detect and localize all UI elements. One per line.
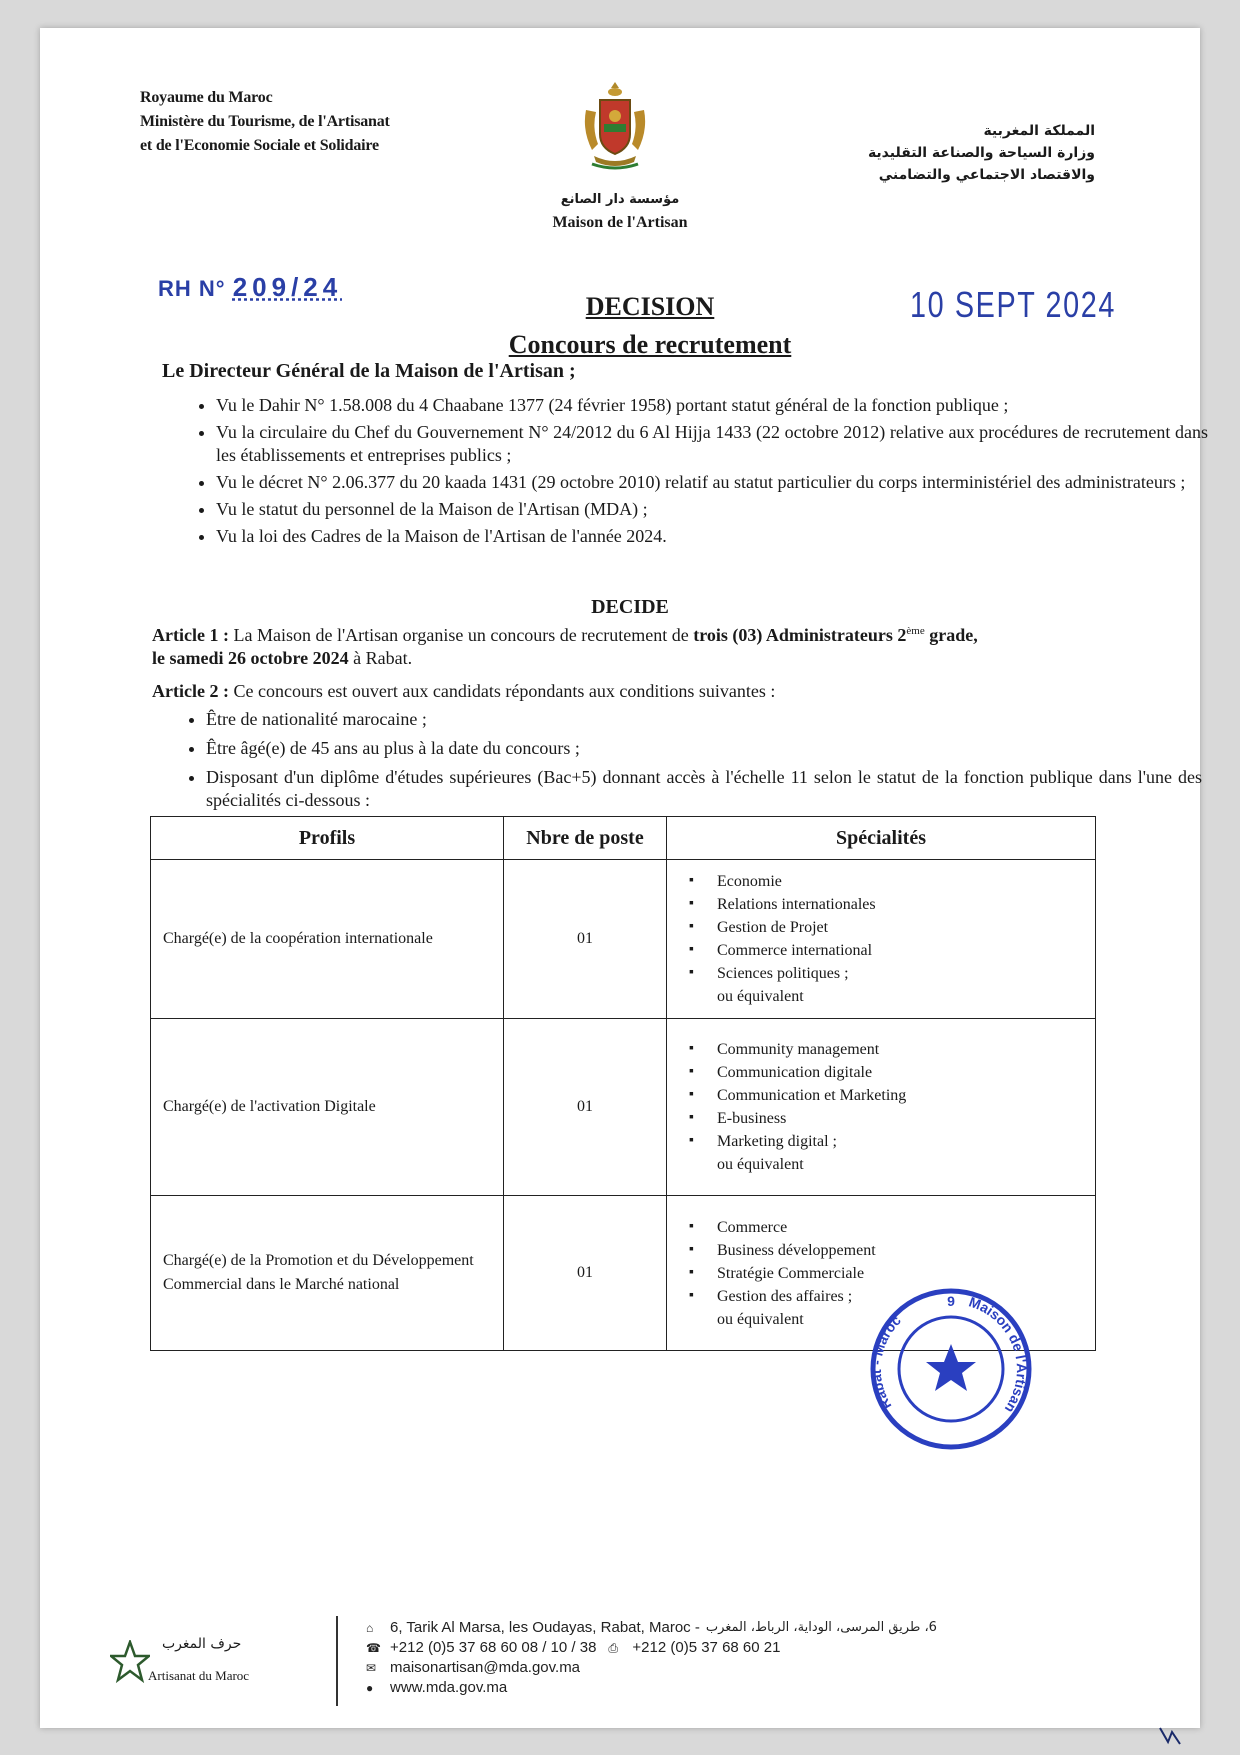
footer-fax: +212 (0)5 37 68 60 21	[632, 1639, 781, 1656]
reference-number	[158, 272, 342, 303]
specialite-item: ▪ Sciences politiques ;	[687, 962, 1079, 985]
header-left-line: Royaume du Maroc	[140, 89, 273, 106]
equivalent-note: ou équivalent	[717, 1310, 804, 1328]
equivalent-note: ou équivalent	[717, 1156, 804, 1173]
column-header-nbre: Nbre de poste	[504, 817, 667, 860]
stamp-top-number: 9	[947, 1293, 955, 1309]
table-row	[151, 860, 1096, 1019]
header-left-line: Ministère du Tourisme, de l'Artisanat	[140, 113, 390, 130]
specialite-item: ▪ Gestion de Projet	[687, 916, 1079, 939]
table-header-row	[151, 817, 1096, 860]
fax-icon: ⎙	[608, 1641, 619, 1655]
column-header-specialites: Spécialités	[667, 817, 1096, 860]
footer-address-ar: 6، طريق المرسى، الوداية، الرباط، المغرب	[705, 1620, 937, 1635]
article-1	[152, 620, 1162, 670]
article-1-text-c: à Rabat.	[348, 648, 413, 668]
footer-logo	[110, 1630, 300, 1692]
specialite-item: ▪ Relations internationales	[687, 893, 1079, 916]
organization-name-fr: Maison de l'Artisan	[552, 214, 688, 231]
star-icon	[926, 1344, 976, 1391]
article-2-text: Ce concours est ouvert aux candidats répondants aux conditions suivantes :	[228, 681, 776, 701]
footer-email[interactable]: maisonartisan@mda.gov.ma	[390, 1659, 581, 1676]
reference-value: 209/24	[232, 272, 343, 302]
footer-address-row	[366, 1618, 937, 1638]
legal-reference: • Vu la circulaire du Chef du Gouvernement N° 24/2012 du 6 Al Hijja 1433 (22 octobre 2012) relative aux procédures de recrutement dans les établissements et entreprises publics ;	[216, 421, 1208, 467]
profil-cell: Chargé(e) de la coopération internationale	[151, 860, 504, 1019]
header-right-line: المملكة المغربية	[983, 123, 1095, 139]
stamp-right-arc: Maison de l'Artisan	[966, 1293, 1031, 1416]
article-2-label: Article 2 :	[152, 681, 229, 701]
signature-mark-icon	[1158, 1724, 1182, 1748]
nbre-cell: 01	[504, 1019, 667, 1196]
title-subject: Concours de recrutement	[508, 330, 792, 359]
column-header-profils: Profils	[151, 817, 504, 860]
footer-address: 6, Tarik Al Marsa, les Oudayas, Rabat, Maroc -	[390, 1619, 700, 1636]
director-line: Le Directeur Général de la Maison de l'Artisan ;	[162, 360, 576, 382]
building-icon: ⌂	[366, 1621, 374, 1635]
specialite-item: ▪ Gestion des affaires ;	[687, 1285, 1079, 1308]
specialite-item: ▪ Marketing digital ;	[687, 1130, 1079, 1153]
nbre-cell: 01	[504, 860, 667, 1019]
footer-phone-row	[366, 1638, 937, 1658]
header-left	[140, 86, 390, 158]
header-right-line: وزارة السياحة والصناعة التقليدية	[867, 145, 1095, 161]
document-title	[420, 288, 880, 364]
decide-heading: DECIDE	[591, 596, 669, 618]
phone-icon: ☎	[366, 1641, 381, 1655]
article-1-sup: ème	[906, 625, 925, 637]
stamp-left-arc: Rabat - Maroc	[868, 1312, 904, 1413]
globe-icon: ●	[366, 1681, 374, 1695]
profiles-table	[150, 816, 1096, 1351]
nbre-cell: 01	[504, 1196, 667, 1351]
date-stamp: 10 SEPT 2024	[910, 284, 1117, 325]
article-1-text-a: La Maison de l'Artisan organise un concours de recrutement de	[228, 625, 694, 645]
legal-reference: • Vu le statut du personnel de la Maison de l'Artisan (MDA) ;	[216, 498, 1208, 521]
title-decision: DECISION	[585, 292, 715, 321]
legal-reference: • Vu le Dahir N° 1.58.008 du 4 Chaabane 1377 (24 février 1958) portant statut général de la fonction publique ;	[216, 394, 1208, 417]
footer-divider	[336, 1616, 338, 1706]
legal-references-list	[176, 394, 1208, 552]
article-1-label: Article 1 :	[152, 625, 229, 645]
reference-prefix: RH N°	[158, 276, 226, 301]
header-left-line: et de l'Economie Sociale et Solidaire	[140, 137, 379, 154]
condition-item: • Être de nationalité marocaine ;	[206, 708, 1202, 731]
official-stamp	[868, 1286, 1034, 1452]
condition-item: • Être âgé(e) de 45 ans au plus à la date du concours ;	[206, 737, 1202, 760]
equivalent-note: ou équivalent	[717, 988, 804, 1005]
header-right-line: والاقتصاد الاجتماعي والتضامني	[878, 167, 1095, 183]
condition-item: • Disposant d'un diplôme d'études supérieures (Bac+5) donnant accès à l'échelle 11 selon le statut de la fonction publique dans l'une des spécialités ci-dessous :	[206, 766, 1202, 812]
specialite-item: ▪ Commerce international	[687, 939, 1079, 962]
specialite-item: ▪ E-business	[687, 1107, 1079, 1130]
article-1-date: le samedi 26 octobre 2024	[152, 648, 349, 668]
email-icon: ✉	[366, 1661, 377, 1675]
profil-cell: Chargé(e) de la Promotion et du Développement Commercial dans le Marché national	[151, 1196, 504, 1351]
legal-reference: • Vu le décret N° 2.06.377 du 20 kaada 1431 (29 octobre 2010) relatif au statut particulier du corps interministériel des administrateurs ;	[216, 471, 1208, 494]
article-1-bold-a: trois (03) Administrateurs 2	[693, 625, 907, 645]
article-2	[152, 680, 1162, 703]
coat-of-arms-icon	[580, 80, 650, 172]
specialite-item: ▪ Communication digitale	[687, 1061, 1079, 1084]
footer-logo-label: Artisanat du Maroc	[148, 1668, 250, 1683]
footer-email-row	[366, 1658, 937, 1678]
specialites-cell	[667, 1019, 1096, 1196]
conditions-list	[166, 708, 1202, 818]
header-right	[868, 120, 1095, 186]
specialite-item: ▪ Business développement	[687, 1239, 1079, 1262]
footer-phone: +212 (0)5 37 68 60 08 / 10 / 38	[390, 1639, 597, 1656]
footer-contact	[366, 1618, 937, 1698]
specialite-item: ▪ Economie	[687, 870, 1079, 893]
organization-name-ar: مؤسسة دار الصانع	[560, 192, 680, 207]
profil-cell: Chargé(e) de l'activation Digitale	[151, 1019, 504, 1196]
footer-logo-ar: حرف المغرب	[162, 1636, 242, 1652]
legal-reference: • Vu la loi des Cadres de la Maison de l'Artisan de l'année 2024.	[216, 525, 1208, 548]
specialite-item: ▪ Community management	[687, 1038, 1079, 1061]
article-1-text-b: grade,	[924, 625, 978, 645]
star-logo-icon	[110, 1640, 150, 1684]
document-page	[40, 28, 1208, 1728]
table-row	[151, 1019, 1096, 1196]
specialite-item: ▪ Commerce	[687, 1216, 1079, 1239]
specialites-cell	[667, 860, 1096, 1019]
svg-text:Maison de l'Artisan	[967, 1293, 1030, 1415]
specialite-item: ▪ Stratégie Commerciale	[687, 1262, 1079, 1285]
specialite-item: ▪ Communication et Marketing	[687, 1084, 1079, 1107]
footer-web-row	[366, 1678, 937, 1698]
footer-web[interactable]: www.mda.gov.ma	[390, 1679, 508, 1696]
